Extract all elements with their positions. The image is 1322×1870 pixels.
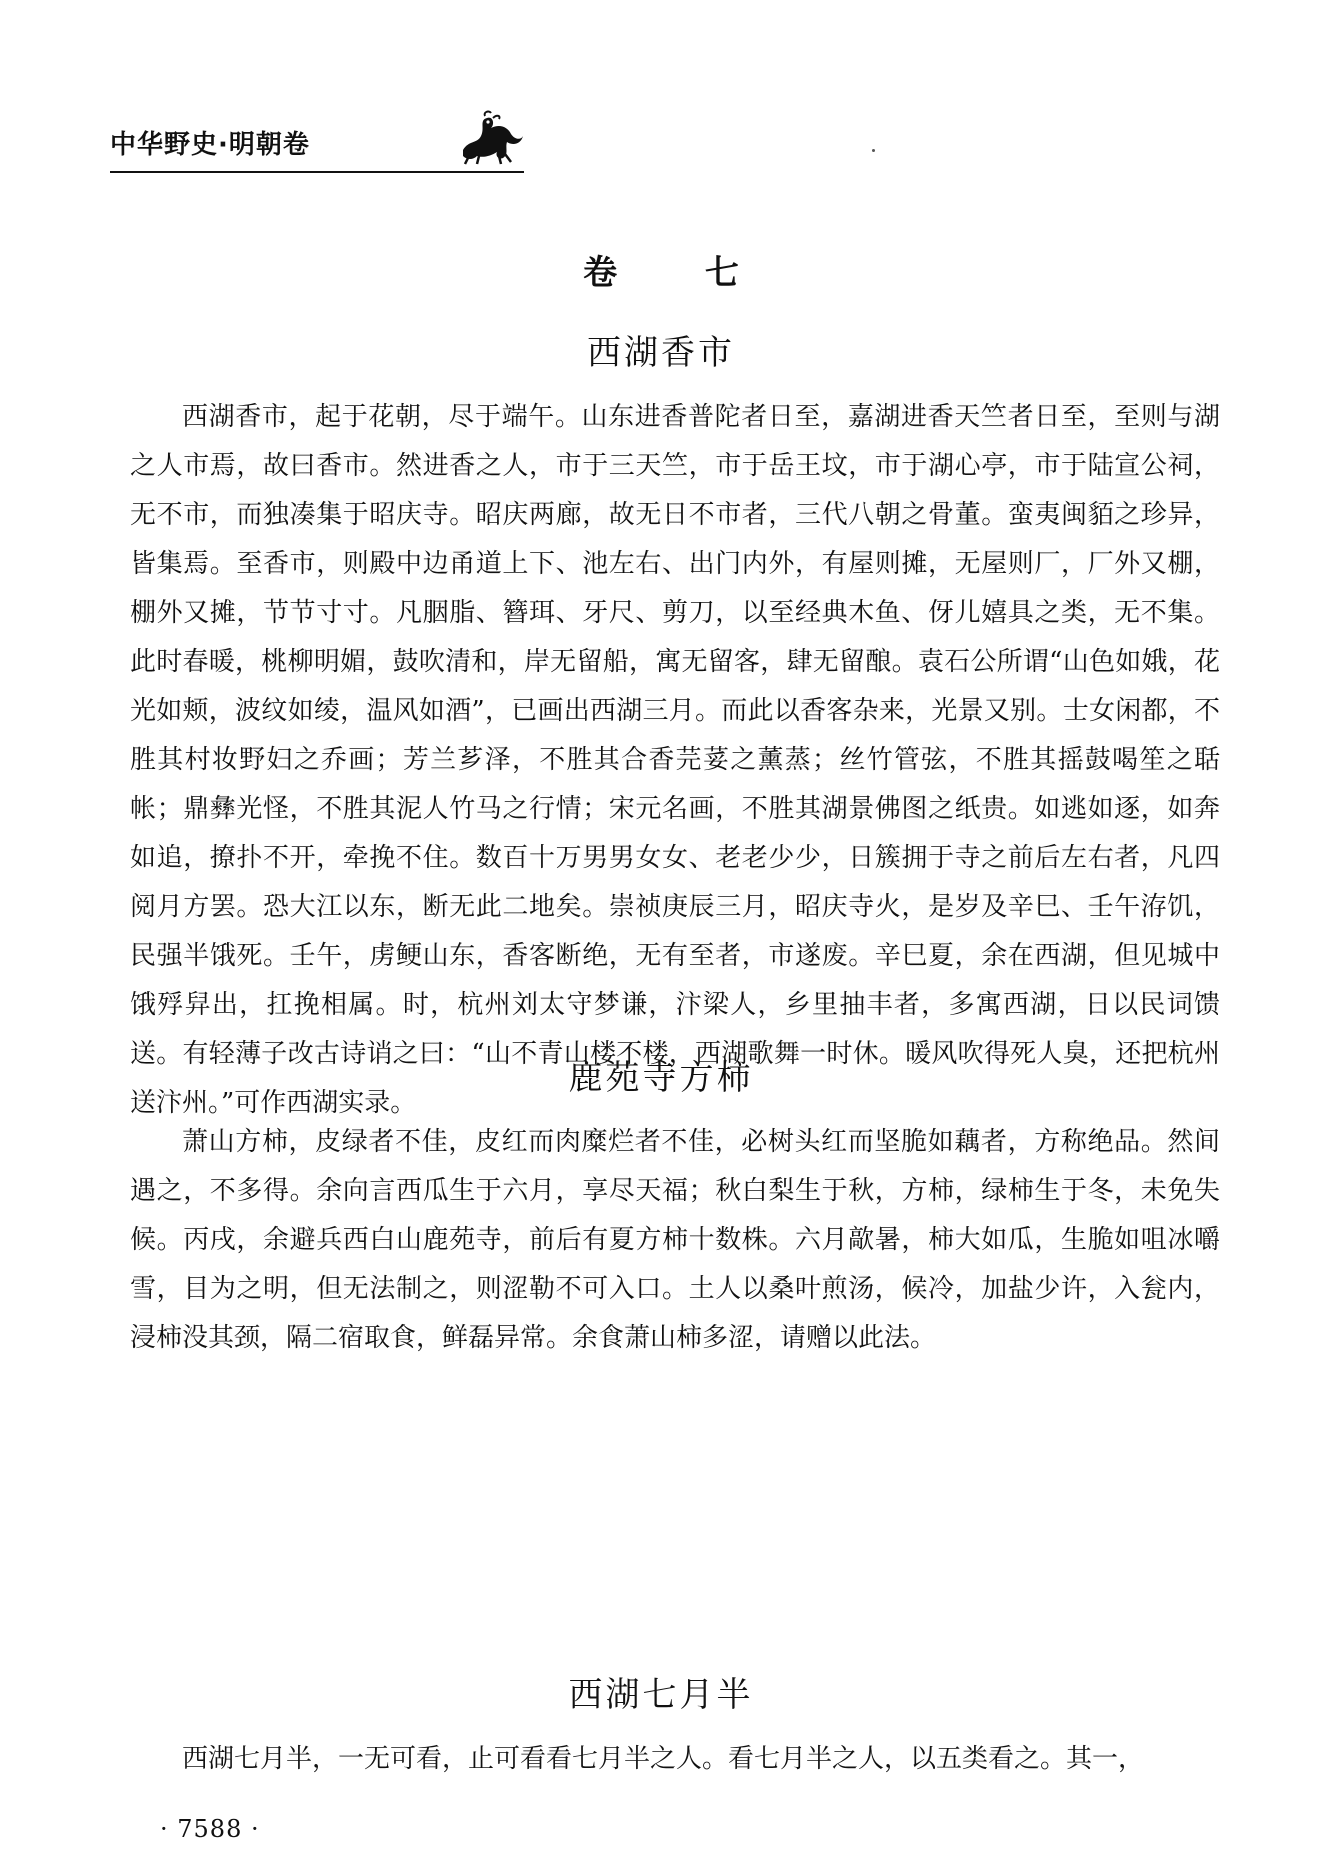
header-divider xyxy=(110,171,524,173)
section-body-luyuansi-fangshi xyxy=(130,1118,1220,1363)
section-title-luyuansi-fangshi: 鹿苑寺方柿 xyxy=(568,1058,754,1098)
section-body-xihu-xiangshi xyxy=(130,393,1220,1128)
section-title-xihu-qiyueban: 西湖七月半 xyxy=(568,1675,754,1715)
section-title-xihu-xiangshi: 西湖香市 xyxy=(587,333,735,373)
paragraph: 萧山方柿，皮绿者不佳，皮红而肉糜烂者不佳，必树头红而坚脆如藕者，方称绝品。然间遇之，不多得。余向言西瓜生于六月，享尽天福；秋白梨生于秋，方柿，绿柿生于冬，未免失候。丙戌，余避兵西白山鹿苑寺，前后有夏方柿十数株。六月歊暑，柿大如瓜，生脆如咀冰嚼雪，目为之明，但无法制之，则涩勒不可入口。土人以桑叶煎汤，候冷，加盐少许，入瓮内，浸柿没其颈，隔二宿取食，鲜磊异常。余食萧山柿多涩，请赠以此法。 xyxy=(130,1127,1220,1353)
paragraph: 西湖香市，起于花朝，尽于端午。山东进香普陀者日至，嘉湖进香天竺者日至，至则与湖之人市焉，故曰香市。然进香之人，市于三天竺，市于岳王坟，市于湖心亭，市于陆宣公祠，无不市，而独凑集于昭庆寺。昭庆两廊，故无日不市者，三代八朝之骨董。蛮夷闽貊之珍异，皆集焉。至香市，则殿中边甬道上下、池左右、出门内外，有屋则摊，无屋则厂，厂外又棚，棚外又摊，节节寸寸。凡胭脂、簪珥、牙尺、剪刀，以至经典木鱼、伢儿嬉具之类，无不集。此时春暖，桃柳明媚，鼓吹清和，岸无留船，寓无留客，肆无留酿。袁石公所谓“山色如娥，花光如颊，波纹如绫，温风如酒”，已画出西湖三月。而此以香客杂来，光景又别。士女闲都，不胜其村妆野妇之乔画；芳兰芗泽，不胜其合香芫荽之薰蒸；丝竹管弦，不胜其摇鼓喝笙之聒帐；鼎彝光怪，不胜其泥人竹马之行情；宋元名画，不胜其湖景佛图之纸贵。如逃如逐，如奔如追，撩扑不开，牵挽不住。数百十万男男女女、老老少少，日簇拥于寺之前后左右者，凡四阅月方罢。恐大江以东，断无此二地矣。崇祯庚辰三月，昭庆寺火，是岁及辛巳、壬午洊饥，民强半饿死。壬午，虏鲠山东，香客断绝，无有至者，市遂废。辛巳夏，余在西湖，但见城中饿殍舁出，扛挽相属。时，杭州刘太守梦谦，汴梁人，乡里抽丰者，多寓西湖，日以民词馈送。有轻薄子改古诗诮之曰：“山不青山楼不楼，西湖歌舞一时休。暖风吹得死人臭，还把杭州送汴州。”可作西湖实录。 xyxy=(130,402,1220,1118)
page-number: · 7588 · xyxy=(160,1815,260,1843)
print-speck xyxy=(872,149,875,152)
paragraph: 西湖七月半，一无可看，止可看看七月半之人。看七月半之人，以五类看之。其一， xyxy=(182,1744,1145,1774)
dragon-emblem-icon xyxy=(455,110,527,166)
chapter-title: 卷 七 xyxy=(583,253,777,293)
book-title: 中华野史·明朝卷 xyxy=(110,130,310,160)
section-body-xihu-qiyueban xyxy=(130,1735,1220,1784)
